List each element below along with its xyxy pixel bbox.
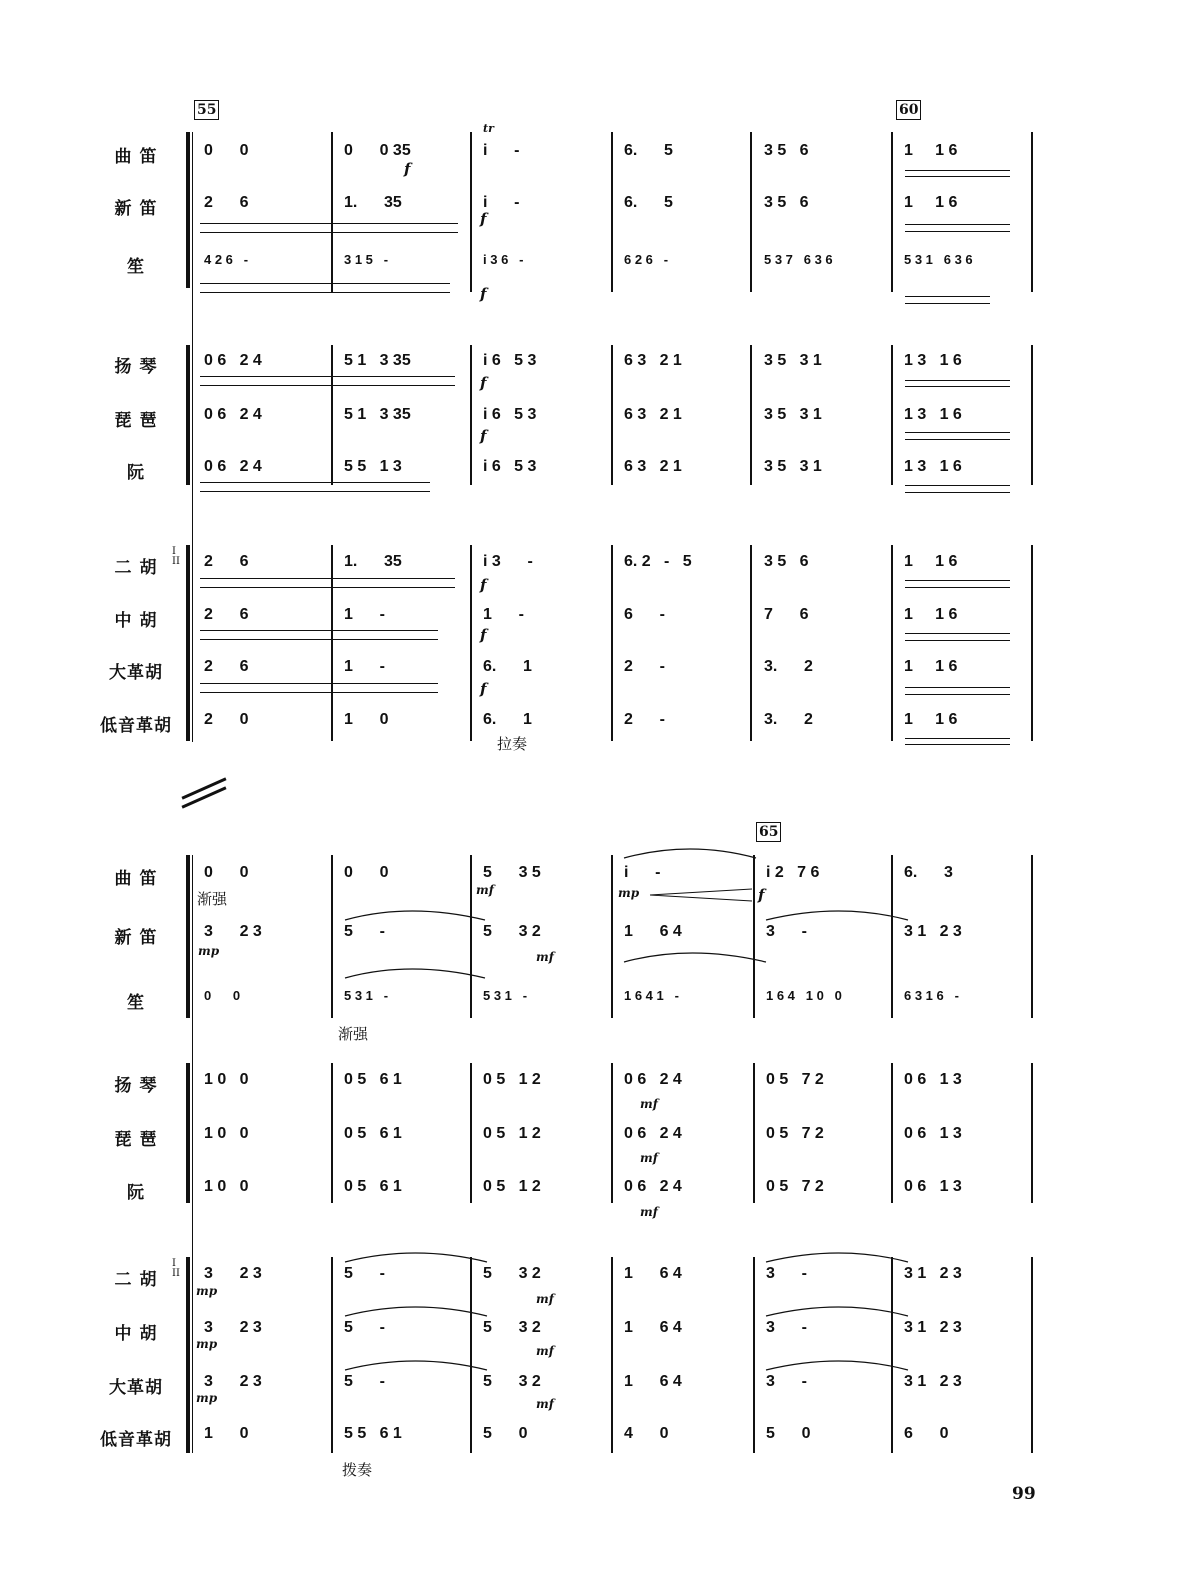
instrument-label: 扬 琴 (114, 357, 158, 377)
measure-notes: 0 6 2 4 (624, 1178, 682, 1195)
measure-notes: 6. 1 (483, 658, 532, 675)
measure-notes: 0 0 (204, 864, 249, 881)
dynamic-mark: mf (536, 1397, 554, 1411)
measure-notes: 3 1 2 3 (904, 1319, 962, 1336)
rehearsal-mark: 60 (896, 100, 921, 120)
measure-notes: 5 3 2 (483, 1265, 541, 1282)
dynamic-mark: mp (196, 1337, 218, 1351)
playing-technique: 拉奏 (497, 735, 528, 753)
measure-notes: 1 3 1 6 (904, 458, 962, 475)
instrument-label: 曲 笛 (114, 869, 158, 889)
measure-notes: 5 1 3 35 (344, 406, 411, 423)
playing-technique: 拨奏 (342, 1461, 373, 1479)
slur (766, 1253, 908, 1262)
measure-notes: 0 5 6 1 (344, 1071, 402, 1088)
measure-notes: i 6 5 3 (483, 458, 537, 475)
measure-notes: i - (483, 194, 520, 211)
measure-notes: i - (483, 142, 520, 159)
measure-notes: 3 - (766, 1373, 807, 1390)
measure-notes: 5 0 (483, 1425, 528, 1442)
instrument-label: 大革胡 (109, 663, 163, 683)
measure-notes: 6 - (624, 606, 665, 623)
dynamic-mark: mf (476, 883, 494, 897)
measure-notes: 1 1 6 (904, 606, 958, 623)
measure-notes: 4 2 6 - (204, 252, 249, 267)
dynamic-mark: mf (536, 950, 554, 964)
dynamic-mark: f (480, 285, 487, 303)
measure-notes: 6 3 1 6 - (904, 988, 959, 1003)
dynamic-mark: mp (196, 1391, 218, 1405)
dynamic-mark: f (404, 160, 411, 178)
measure-notes: 3 5 3 1 (764, 406, 822, 423)
measure-notes: 1 0 (204, 1425, 249, 1442)
measure-notes: 1 6 4 (624, 1373, 682, 1390)
dynamic-mark: mp (198, 944, 220, 958)
measure-notes: 1 6 4 (624, 923, 682, 940)
measure-notes: 5 5 6 1 (344, 1425, 402, 1442)
measure-notes: 1 6 4 (624, 1265, 682, 1282)
measure-notes: 5 - (344, 1373, 385, 1390)
trill-mark: tr (483, 122, 494, 135)
slur (345, 1307, 487, 1316)
measure-notes: 1 3 1 6 (904, 406, 962, 423)
measure-notes: 6. 2 - 5 (624, 553, 692, 570)
instrument-label: 扬 琴 (114, 1076, 158, 1096)
instrument-label: 笙 (127, 993, 145, 1013)
measure-notes: 1 0 0 (204, 1178, 249, 1195)
measure-notes: 0 0 35 (344, 142, 411, 159)
divisi-mark: I II (172, 1258, 180, 1279)
measure-notes: 3 2 3 (204, 1373, 262, 1390)
measure-notes: 3 2 3 (204, 1319, 262, 1336)
divisi-mark: I II (172, 546, 180, 567)
measure-notes: 5 0 (766, 1425, 811, 1442)
slur (345, 1253, 487, 1262)
measure-notes: 7 6 (764, 606, 809, 623)
instrument-label: 笙 (127, 257, 145, 277)
measure-notes: 2 6 (204, 606, 249, 623)
measure-notes: 6. 3 (904, 864, 953, 881)
measure-notes: 1. 35 (344, 194, 402, 211)
measure-notes: 0 5 7 2 (766, 1125, 824, 1142)
measure-notes: 1 1 6 (904, 194, 958, 211)
instrument-label: 曲 笛 (114, 147, 158, 167)
measure-notes: 3 2 3 (204, 923, 262, 940)
measure-notes: 6 2 6 - (624, 252, 669, 267)
measure-notes: 6. 1 (483, 711, 532, 728)
measure-notes: 2 - (624, 658, 665, 675)
measure-notes: 3 - (766, 1319, 807, 1336)
instrument-label: 新 笛 (114, 928, 158, 948)
measure-notes: 1 0 0 (204, 1125, 249, 1142)
measure-notes: 2 6 (204, 194, 249, 211)
measure-notes: 3 1 2 3 (904, 923, 962, 940)
measure-notes: 6 3 2 1 (624, 458, 682, 475)
dynamic-mark: f (480, 680, 487, 698)
measure-notes: 1. 35 (344, 553, 402, 570)
measure-notes: 5 3 5 (483, 864, 541, 881)
measure-notes: 1 1 6 (904, 142, 958, 159)
measure-notes: 5 3 7 6 3 6 (764, 252, 833, 267)
rehearsal-mark: 65 (756, 822, 781, 842)
measure-notes: i 3 - (483, 553, 533, 570)
measure-notes: 1 1 6 (904, 711, 958, 728)
measure-notes: 5 - (344, 1319, 385, 1336)
dynamic-mark: f (480, 427, 487, 445)
instrument-label: 中 胡 (114, 1324, 158, 1344)
measure-notes: 3 5 3 1 (764, 458, 822, 475)
measure-notes: 3 2 3 (204, 1265, 262, 1282)
measure-notes: 5 5 1 3 (344, 458, 402, 475)
measure-notes: 5 - (344, 1265, 385, 1282)
dynamic-mark: f (758, 886, 765, 904)
measure-notes: 0 6 1 3 (904, 1125, 962, 1142)
dynamic-mark: f (480, 210, 487, 228)
dynamic-mark: f (480, 576, 487, 594)
measure-notes: i 3 6 - (483, 252, 524, 267)
instrument-label: 低音革胡 (100, 716, 172, 736)
measure-notes: 0 5 1 2 (483, 1125, 541, 1142)
measure-notes: 6 3 2 1 (624, 352, 682, 369)
measure-notes: 3 5 6 (764, 142, 809, 159)
instrument-label: 低音革胡 (100, 1430, 172, 1450)
measure-notes: 5 3 2 (483, 1319, 541, 1336)
measure-notes: 1 3 1 6 (904, 352, 962, 369)
measure-notes: 2 - (624, 711, 665, 728)
dynamic-mark: f (480, 374, 487, 392)
measure-notes: 1 1 6 (904, 553, 958, 570)
measure-notes: 3. 2 (764, 711, 813, 728)
measure-notes: 0 5 1 2 (483, 1178, 541, 1195)
measure-notes: i - (624, 864, 661, 881)
measure-notes: 3 1 2 3 (904, 1265, 962, 1282)
measure-notes: 3. 2 (764, 658, 813, 675)
measure-notes: 1 - (344, 606, 385, 623)
measure-notes: 0 5 1 2 (483, 1071, 541, 1088)
measure-notes: 5 1 3 35 (344, 352, 411, 369)
measure-notes: 3 - (766, 1265, 807, 1282)
slur (345, 911, 485, 920)
measure-notes: 6 0 (904, 1425, 949, 1442)
measure-notes: 0 6 2 4 (204, 458, 262, 475)
measure-notes: 5 - (344, 923, 385, 940)
measure-notes: 0 6 1 3 (904, 1071, 962, 1088)
instrument-label: 大革胡 (109, 1378, 163, 1398)
measure-notes: 1 0 (344, 711, 389, 728)
measure-notes: i 6 5 3 (483, 406, 537, 423)
measure-notes: 5 3 2 (483, 923, 541, 940)
measure-notes: 1 6 4 1 0 0 (766, 988, 842, 1003)
measure-notes: 0 0 (344, 864, 389, 881)
measure-notes: 6 3 2 1 (624, 406, 682, 423)
measure-notes: 2 6 (204, 553, 249, 570)
measure-notes: 5 3 1 - (483, 988, 528, 1003)
dynamic-mark: mf (640, 1097, 658, 1111)
measure-notes: 0 5 7 2 (766, 1071, 824, 1088)
measure-notes: 0 5 7 2 (766, 1178, 824, 1195)
measure-notes: 0 0 (204, 988, 241, 1003)
measure-notes: 3 1 2 3 (904, 1373, 962, 1390)
slur (624, 953, 766, 962)
dynamic-mark: f (480, 626, 487, 644)
instrument-label: 阮 (127, 463, 145, 483)
measure-notes: 5 3 2 (483, 1373, 541, 1390)
instrument-label: 阮 (127, 1183, 145, 1203)
measure-notes: 3 5 6 (764, 553, 809, 570)
measure-notes: 3 5 6 (764, 194, 809, 211)
measure-notes: 2 0 (204, 711, 249, 728)
measure-notes: 0 0 (204, 142, 249, 159)
expression-text: 渐强 (197, 890, 228, 908)
dynamic-mark: mf (536, 1344, 554, 1358)
measure-notes: 1 6 4 (624, 1319, 682, 1336)
dynamic-mark: mf (536, 1292, 554, 1306)
measure-notes: 0 6 2 4 (624, 1125, 682, 1142)
measure-notes: 2 6 (204, 658, 249, 675)
measure-notes: 1 - (344, 658, 385, 675)
rehearsal-mark: 55 (194, 100, 219, 120)
measure-notes: 4 0 (624, 1425, 669, 1442)
instrument-label: 二 胡 (114, 558, 158, 578)
expression-text: 渐强 (338, 1025, 369, 1043)
measure-notes: 1 1 6 (904, 658, 958, 675)
slur (345, 969, 485, 978)
dynamic-mark: mp (618, 886, 640, 900)
measure-notes: 3 5 3 1 (764, 352, 822, 369)
instrument-label: 琵 琶 (114, 1130, 158, 1150)
measure-notes: 0 6 2 4 (204, 406, 262, 423)
measure-notes: 6. 5 (624, 142, 673, 159)
measure-notes: 0 5 6 1 (344, 1178, 402, 1195)
measure-notes: 6. 5 (624, 194, 673, 211)
measure-notes: 1 6 4 1 - (624, 988, 679, 1003)
page-number: 99 (1012, 1484, 1036, 1504)
slur (766, 1307, 908, 1316)
instrument-label: 新 笛 (114, 199, 158, 219)
measure-notes: 0 6 1 3 (904, 1178, 962, 1195)
measure-notes: 1 0 0 (204, 1071, 249, 1088)
measure-notes: 3 1 5 - (344, 252, 389, 267)
slur (624, 849, 756, 858)
dynamic-mark: mf (640, 1205, 658, 1219)
measure-notes: 0 6 2 4 (204, 352, 262, 369)
measure-notes: 0 5 6 1 (344, 1125, 402, 1142)
measure-notes: 1 - (483, 606, 524, 623)
slur (345, 1361, 487, 1370)
measure-notes: 5 3 1 6 3 6 (904, 252, 973, 267)
dynamic-mark: mf (640, 1151, 658, 1165)
measure-notes: 3 - (766, 923, 807, 940)
measure-notes: i 2 7 6 (766, 864, 820, 881)
crescendo-hairpin (650, 889, 752, 901)
slur (766, 1361, 908, 1370)
instrument-label: 琵 琶 (114, 411, 158, 431)
instrument-label: 中 胡 (114, 611, 158, 631)
measure-notes: i 6 5 3 (483, 352, 537, 369)
measure-notes: 5 3 1 - (344, 988, 389, 1003)
dynamic-mark: mp (196, 1284, 218, 1298)
instrument-label: 二 胡 (114, 1270, 158, 1290)
measure-notes: 0 6 2 4 (624, 1071, 682, 1088)
slur (766, 911, 908, 920)
